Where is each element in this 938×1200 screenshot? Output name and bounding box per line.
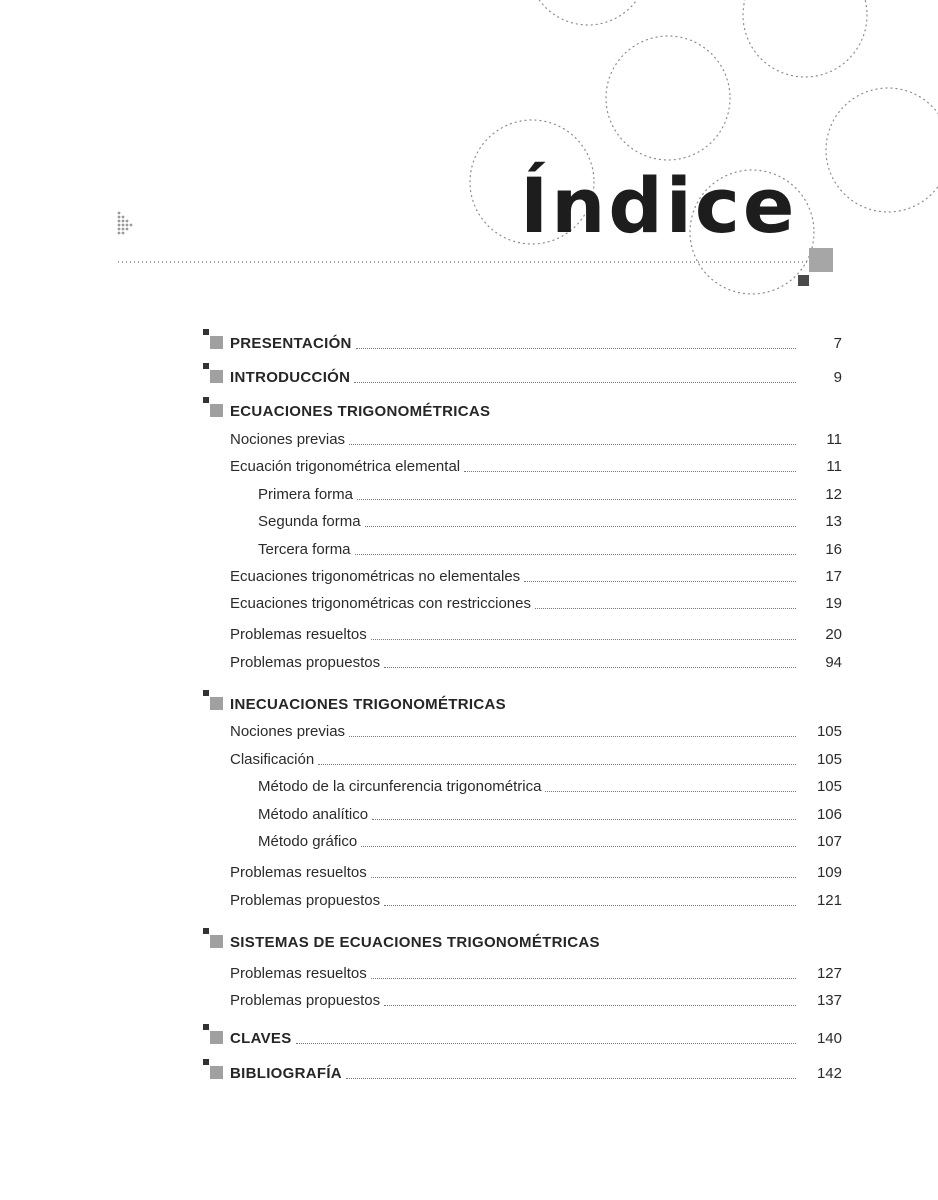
toc-label: Método analítico	[258, 806, 369, 823]
toc-page: 137	[816, 992, 842, 1009]
dot-leader	[384, 666, 796, 668]
toc-entry-ec-resueltos[interactable]	[230, 621, 842, 645]
toc-entry-introduccion[interactable]	[230, 364, 842, 388]
toc-entry-in-clasificacion[interactable]	[230, 746, 842, 770]
title-dark-square	[798, 275, 809, 286]
toc-label: Problemas resueltos	[230, 965, 367, 982]
section-bullet-icon	[203, 363, 225, 385]
toc-label: Método gráfico	[258, 833, 358, 850]
toc-label: Problemas resueltos	[230, 864, 367, 881]
dot-leader	[535, 607, 796, 609]
toc-label: BIBLIOGRAFÍA	[230, 1065, 342, 1082]
title-gray-square	[809, 248, 833, 272]
dot-leader	[296, 1042, 796, 1044]
toc-label: Problemas propuestos	[230, 654, 381, 671]
toc-label: INECUACIONES TRIGONOMÉTRICAS	[230, 696, 506, 713]
left-dot-arrow-icon	[118, 212, 133, 235]
section-bullet-icon	[203, 1024, 225, 1046]
toc-entry-ec-nociones[interactable]	[230, 426, 842, 450]
toc-entry-si-resueltos[interactable]	[230, 960, 842, 984]
toc-label: Problemas propuestos	[230, 892, 381, 909]
dot-leader	[524, 580, 796, 582]
section-bullet-icon	[203, 329, 225, 351]
toc-page: 105	[816, 723, 842, 740]
toc-label: Nociones previas	[230, 431, 346, 448]
toc-entry-ec-segunda[interactable]	[230, 508, 842, 532]
toc-label: ECUACIONES TRIGONOMÉTRICAS	[230, 403, 491, 420]
toc-label: Problemas resueltos	[230, 626, 367, 643]
page-title: Índice	[520, 161, 798, 250]
toc-label: Tercera forma	[258, 541, 351, 558]
section-bullet-icon	[203, 690, 225, 712]
toc-entry-in-resueltos[interactable]	[230, 859, 842, 883]
toc-entry-presentacion[interactable]	[230, 330, 842, 354]
dot-leader	[384, 1004, 796, 1006]
toc-entry-claves[interactable]	[230, 1025, 842, 1049]
toc-label: Ecuaciones trigonométricas no elementales	[230, 568, 521, 585]
toc-entry-in-nociones[interactable]	[230, 718, 842, 742]
toc-entry-ec-no-elementales[interactable]	[230, 563, 842, 587]
toc-page: 11	[826, 431, 842, 448]
toc-label: Primera forma	[258, 486, 354, 503]
dot-leader	[384, 904, 796, 906]
dot-leader	[318, 763, 796, 765]
dot-leader	[354, 381, 796, 383]
toc-entry-ec-restricciones[interactable]	[230, 590, 842, 614]
toc-entry-bibliografia[interactable]	[230, 1060, 842, 1084]
toc-label: Ecuaciones trigonométricas con restricciones	[230, 595, 531, 612]
toc-page: 11	[826, 458, 842, 475]
toc-label: CLAVES	[230, 1030, 292, 1047]
dot-leader	[357, 498, 796, 500]
section-bullet-icon	[203, 1059, 225, 1081]
toc-page: 105	[816, 778, 842, 795]
dot-leader	[464, 470, 796, 472]
toc-label: Problemas propuestos	[230, 992, 381, 1009]
toc-page: 19	[825, 595, 842, 612]
toc-section-inecuaciones[interactable]	[230, 691, 842, 715]
toc-page: 94	[825, 654, 842, 671]
toc-section-ecuaciones[interactable]	[230, 398, 842, 422]
toc-entry-in-propuestos[interactable]	[230, 887, 842, 911]
dot-leader	[372, 818, 796, 820]
toc-page: 127	[816, 965, 842, 982]
toc-entry-in-grafico[interactable]	[230, 828, 842, 852]
toc-label: Clasificación	[230, 751, 315, 768]
section-bullet-icon	[203, 397, 225, 419]
toc-page: 13	[825, 513, 842, 530]
toc-page: 16	[825, 541, 842, 558]
dot-leader	[365, 525, 796, 527]
toc-section-sistemas[interactable]	[230, 929, 842, 953]
toc-page: 105	[816, 751, 842, 768]
toc-page: 17	[825, 568, 842, 585]
toc-page: 142	[816, 1065, 842, 1082]
dot-leader	[361, 845, 796, 847]
dot-leader	[371, 977, 796, 979]
dot-leader	[355, 553, 796, 555]
dot-leader	[346, 1077, 796, 1079]
toc-page: 12	[825, 486, 842, 503]
toc-page: 106	[816, 806, 842, 823]
toc-page: 20	[825, 626, 842, 643]
toc-label: Ecuación trigonométrica elemental	[230, 458, 461, 475]
toc-label: Segunda forma	[258, 513, 361, 530]
dot-leader	[371, 638, 796, 640]
toc-page: 9	[833, 369, 842, 386]
toc-label: INTRODUCCIÓN	[230, 369, 351, 386]
toc-page: 7	[833, 335, 842, 352]
toc-label: PRESENTACIÓN	[230, 335, 352, 352]
toc-entry-si-propuestos[interactable]	[230, 987, 842, 1011]
toc-entry-ec-elemental[interactable]	[230, 453, 842, 477]
toc-entry-ec-primera[interactable]	[230, 481, 842, 505]
toc-entry-ec-propuestos[interactable]	[230, 649, 842, 673]
toc-page: 140	[816, 1030, 842, 1047]
toc-entry-in-circunferencia[interactable]	[230, 773, 842, 797]
toc-page: 107	[816, 833, 842, 850]
dot-leader	[349, 443, 796, 445]
dot-leader	[356, 347, 796, 349]
dot-leader	[349, 735, 796, 737]
dot-leader	[545, 790, 796, 792]
toc-page: 109	[816, 864, 842, 881]
toc-page: 121	[816, 892, 842, 909]
toc-label: SISTEMAS DE ECUACIONES TRIGONOMÉTRICAS	[230, 934, 600, 951]
dot-leader	[371, 876, 796, 878]
section-bullet-icon	[203, 928, 225, 950]
toc-label: Método de la circunferencia trigonométrica	[258, 778, 542, 795]
toc-entry-ec-tercera[interactable]	[230, 536, 842, 560]
toc-entry-in-analitico[interactable]	[230, 801, 842, 825]
toc-label: Nociones previas	[230, 723, 346, 740]
